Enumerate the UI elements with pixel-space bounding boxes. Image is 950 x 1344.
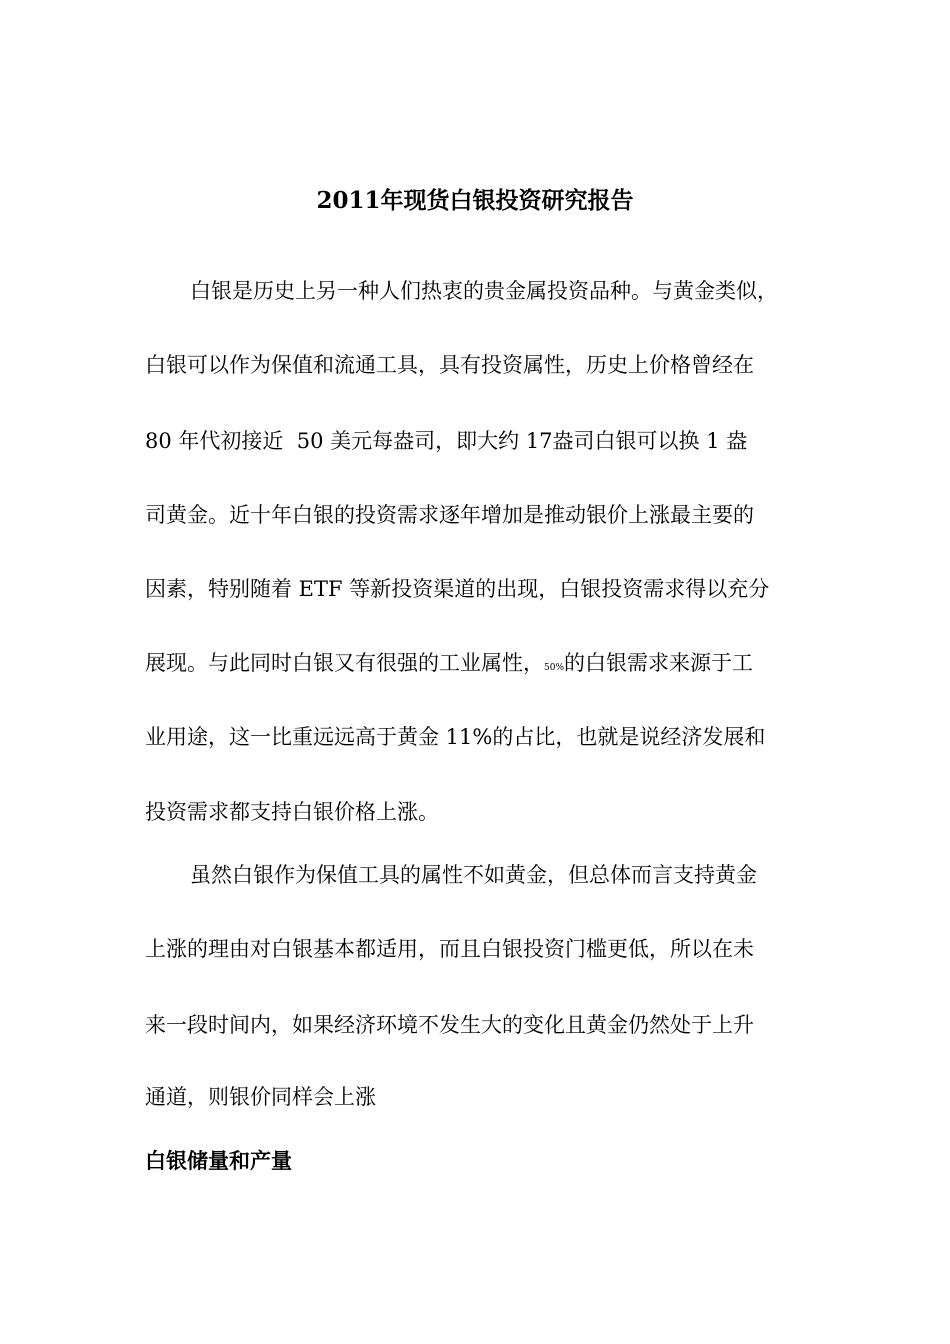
paragraph-2-line-2: 上涨的理由对白银基本都适用，而且白银投资门槛更低，所以在未	[145, 937, 754, 961]
paragraph-1-line-2: 白银可以作为保值和流通工具，具有投资属性，历史上价格曾经在	[145, 353, 754, 377]
paragraph-2-line-3: 来一段时间内，如果经济环境不发生大的变化且黄金仍然处于上升	[145, 1013, 754, 1037]
paragraph-1-line-6-after: 的白银需求来源于工	[564, 651, 754, 675]
paragraph-1-line-8: 投资需求都支持白银价格上涨。	[145, 800, 439, 824]
paragraph-1-line-3: 80 年代初接近 50 美元每盎司，即大约 17盎司白银可以换 1 盎	[145, 429, 748, 453]
paragraph-1-line-4: 司黄金。近十年白银的投资需求逐年增加是推动银价上涨最主要的	[145, 503, 754, 527]
paragraph-1-line-6	[145, 648, 753, 683]
paragraph-1-line-1: 白银是历史上另一种人们热衷的贵金属投资品种。与黄金类似，	[190, 279, 778, 303]
paragraph-1-line-6-before: 展现。与此同时白银又有很强的工业属性，	[145, 651, 544, 675]
section-heading: 白银储量和产量	[145, 1148, 292, 1173]
paragraph-1-line-5: 因素，特别随着 ETF 等新投资渠道的出现，白银投资需求得以充分	[145, 577, 770, 601]
paragraph-2-line-1: 虽然白银作为保值工具的属性不如黄金，但总体而言支持黄金	[190, 863, 757, 887]
document-title: 2011年现货白银投资研究报告	[316, 187, 634, 214]
paragraph-1-line-7: 业用途，这一比重远远高于黄金 11%的占比，也就是说经济发展和	[145, 725, 766, 749]
percentage-value: 50%	[544, 663, 565, 673]
paragraph-2-line-4: 通道，则银价同样会上涨	[145, 1085, 376, 1109]
